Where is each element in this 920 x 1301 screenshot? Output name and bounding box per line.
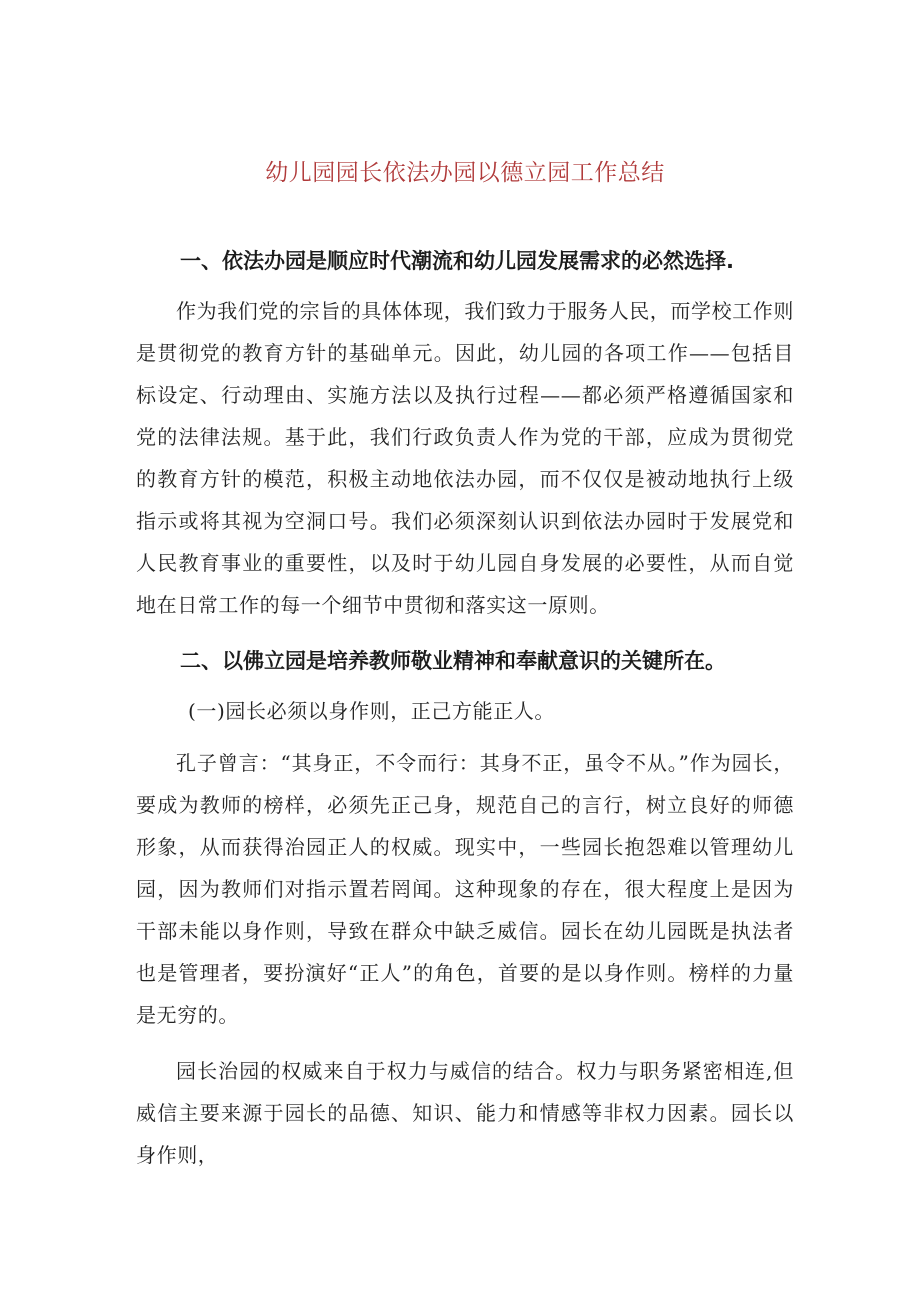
section-1-heading: 一、依法办园是顺应时代潮流和幼儿园发展需求的必然选择. [180,249,734,273]
document-body [136,150,794,1180]
section-2-subheading: (一)园长必须以身作则，正己方能正人。 [188,699,556,723]
section-2-paragraph-2: 园长治园的权威来自于权力与威信的结合。权力与职务紧密相连,但威信主要来源于园长的品德、知识、能力和情感等非权力因素。园长以身作则， [136,1059,794,1167]
section-1-paragraph-1: 作为我们党的宗旨的具体体现，我们致力于服务人民，而学校工作则是贯彻党的教育方针的基础单元。因此，幼儿园的各项工作——包括目标设定、行动理由、实施方法以及执行过程——都必须严格遵循国家和党的法律法规。基于此，我们行政负责人作为党的干部，应成为贯彻党的教育方针的模范，积极主动地依法办园，而不仅仅是被动地执行上级指示或将其视为空洞口号。我们必须深刻认识到依法办园时于发展党和人民教育事业的重要性，以及时于幼儿园自身发展的必要性，从而自觉地在日常工作的每一个细节中贯彻和落实这一原则。 [136,299,794,617]
document-title: 幼儿园园长依法办园以德立园工作总结 [265,160,665,186]
section-2-heading: 二、以佛立园是培养教师敬业精神和奉献意识的关键所在。 [180,649,726,673]
section-2-paragraph-1: 孔子曾言：“其身正，不令而行：其身不正，虽令不从。”作为园长，要成为教师的榜样，必须先正己身，规范自己的言行，树立良好的师德形象，从而获得治园正人的权威。现实中，一些园长抱怨难以管理幼儿园，因为教师们对指示置若罔闻。这种现象的存在，很大程度上是因为干部未能以身作则，导致在群众中缺乏威信。园长在幼儿园既是执法者也是管理者，要扮演好“正人”的角色，首要的是以身作则。榜样的力量是无穷的。 [136,751,794,1027]
